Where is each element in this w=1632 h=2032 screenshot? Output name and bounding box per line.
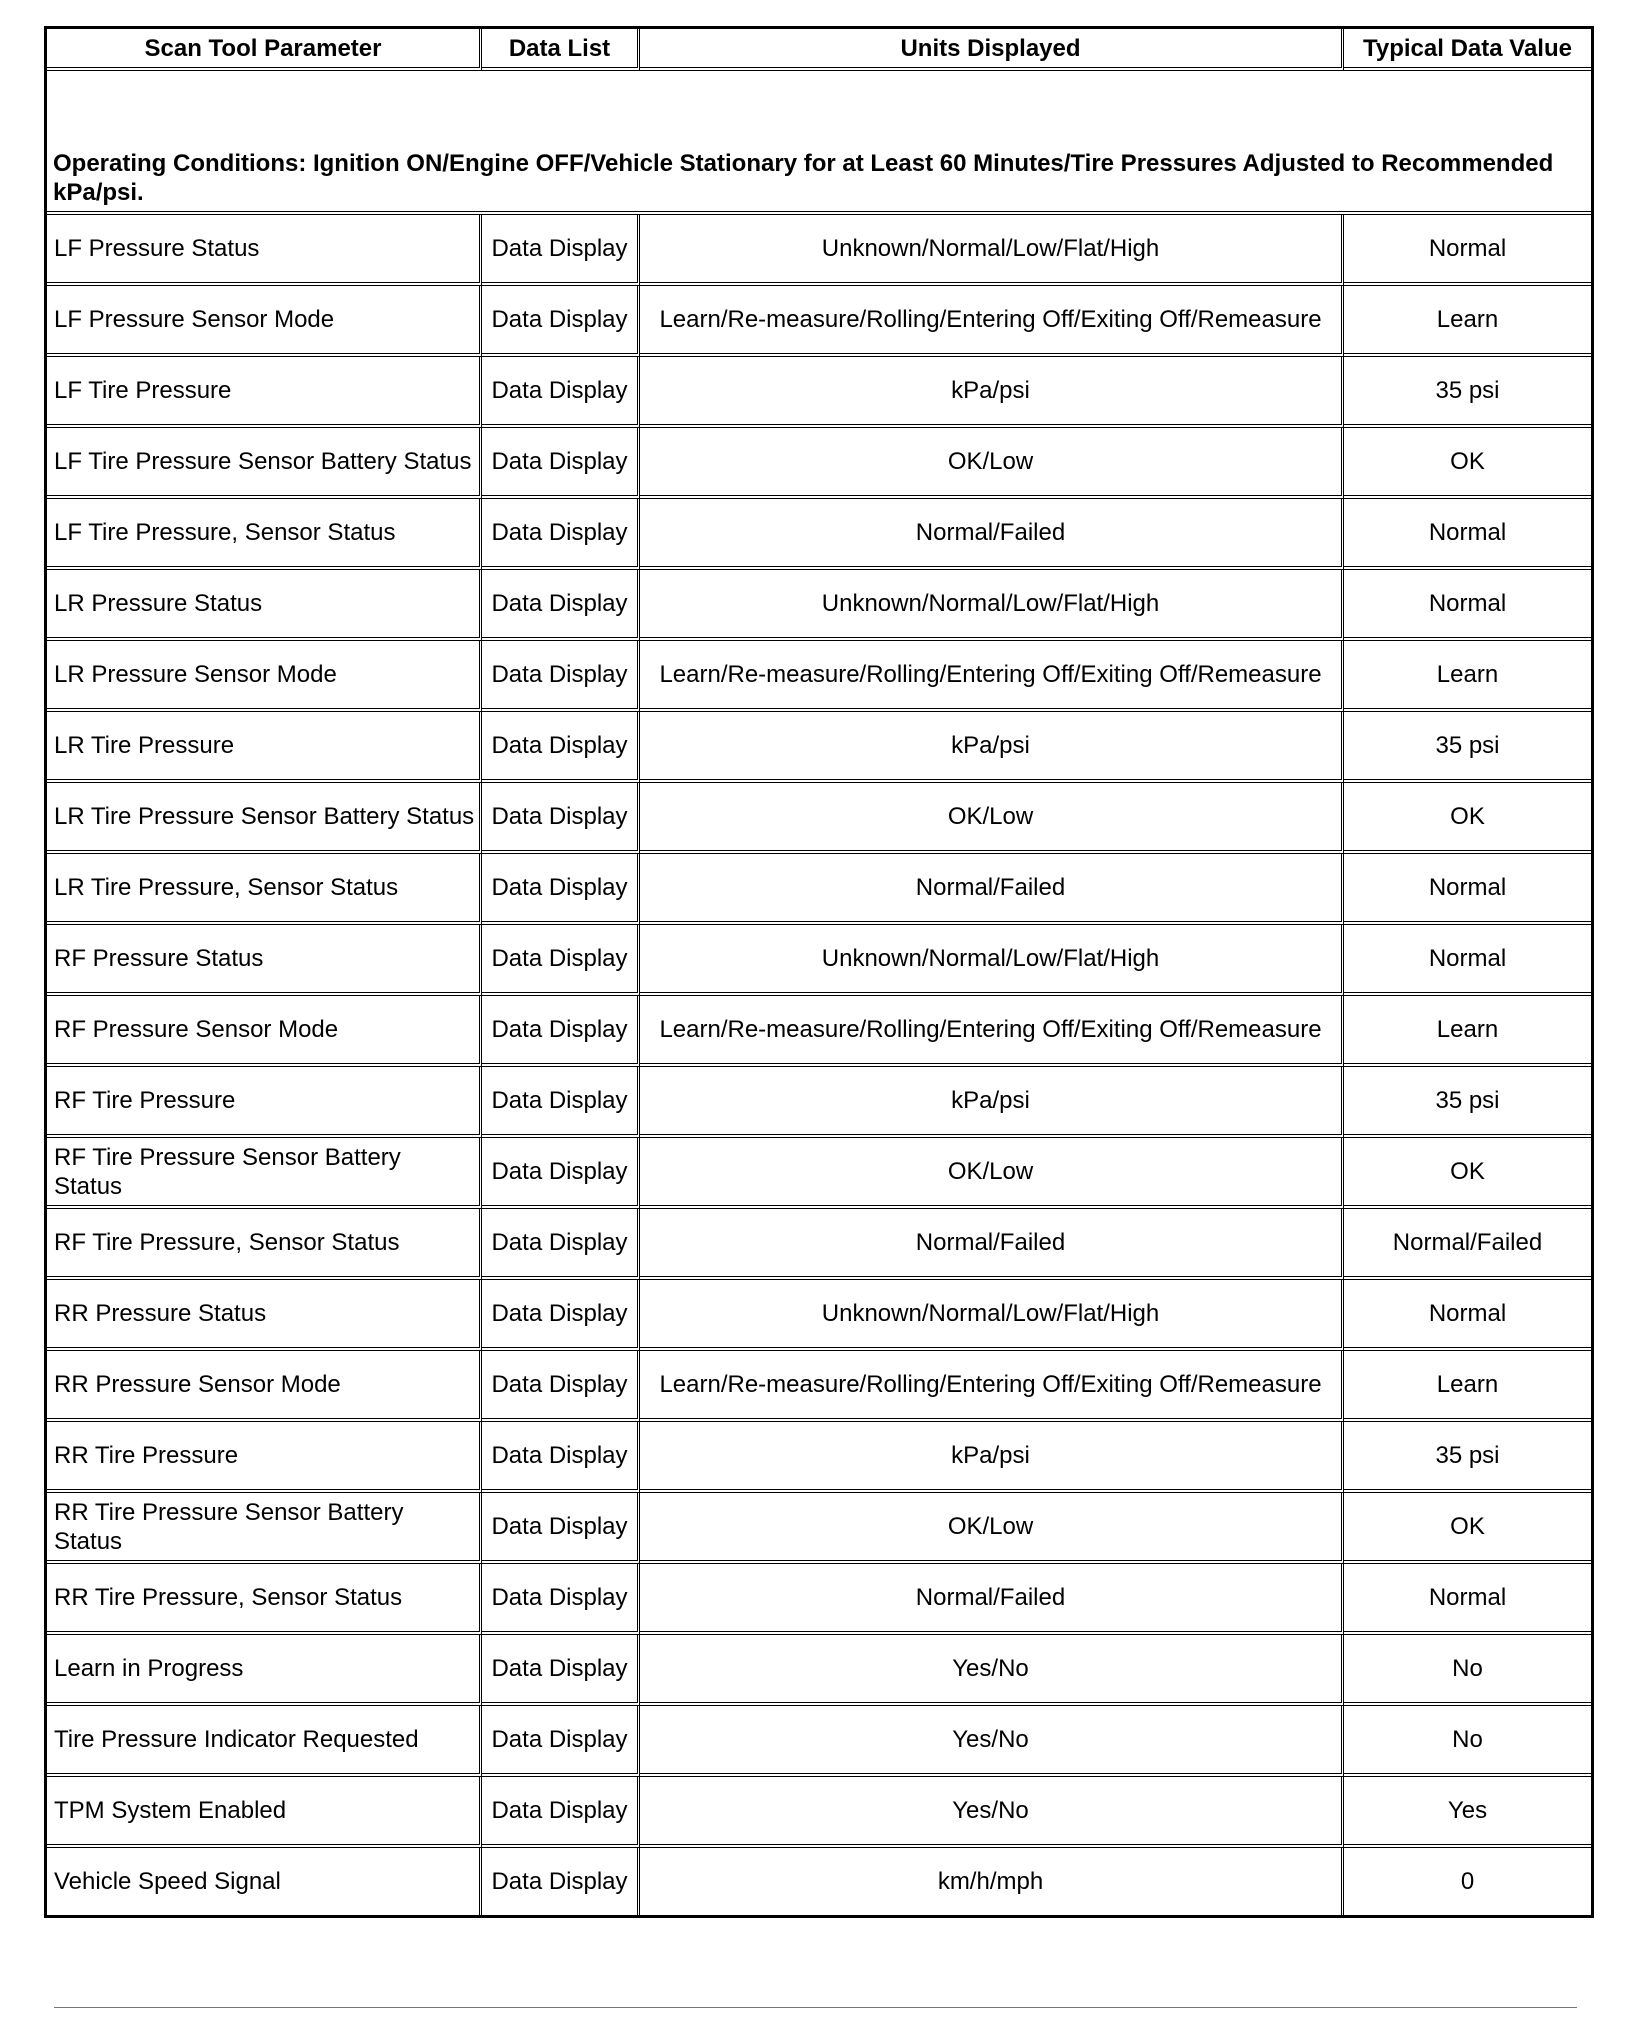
cell-units: Unknown/Normal/Low/Flat/High	[640, 925, 1344, 996]
operating-conditions: Operating Conditions: Ignition ON/Engine OFF/Vehicle Stationary for at Least 60 Minutes/Tire Pressures Adjusted to Recommended kPa/psi.	[47, 71, 1591, 215]
cell-data-list: Data Display	[482, 996, 640, 1067]
cell-units: kPa/psi	[640, 357, 1344, 428]
table-row	[47, 1493, 1591, 1564]
cell-units: Normal/Failed	[640, 1564, 1344, 1635]
table-row	[47, 1067, 1591, 1138]
cell-parameter: Learn in Progress	[47, 1635, 482, 1706]
cell-data-list: Data Display	[482, 357, 640, 428]
cell-parameter: LR Pressure Sensor Mode	[47, 641, 482, 712]
cell-data-list: Data Display	[482, 215, 640, 286]
cell-data-list: Data Display	[482, 1635, 640, 1706]
cell-units: Unknown/Normal/Low/Flat/High	[640, 1280, 1344, 1351]
cell-data-list: Data Display	[482, 1209, 640, 1280]
table-row	[47, 499, 1591, 570]
cell-typical-value: Normal	[1344, 570, 1591, 641]
cell-parameter: LF Pressure Status	[47, 215, 482, 286]
cell-parameter: RR Pressure Sensor Mode	[47, 1351, 482, 1422]
cell-typical-value: Normal	[1344, 854, 1591, 925]
table-row	[47, 357, 1591, 428]
table-row	[47, 783, 1591, 854]
cell-parameter: RF Tire Pressure	[47, 1067, 482, 1138]
cell-typical-value: Normal	[1344, 215, 1591, 286]
cell-parameter: RR Tire Pressure	[47, 1422, 482, 1493]
cell-data-list: Data Display	[482, 925, 640, 996]
cell-units: OK/Low	[640, 428, 1344, 499]
cell-data-list: Data Display	[482, 1848, 640, 1915]
table-row	[47, 1848, 1591, 1915]
cell-typical-value: OK	[1344, 783, 1591, 854]
cell-typical-value: No	[1344, 1635, 1591, 1706]
cell-units: Yes/No	[640, 1706, 1344, 1777]
footer-divider	[54, 2007, 1577, 2008]
cell-typical-value: OK	[1344, 1493, 1591, 1564]
cell-parameter: Tire Pressure Indicator Requested	[47, 1706, 482, 1777]
cell-data-list: Data Display	[482, 286, 640, 357]
table-row	[47, 1635, 1591, 1706]
cell-units: Normal/Failed	[640, 499, 1344, 570]
cell-typical-value: OK	[1344, 1138, 1591, 1209]
cell-parameter: RF Tire Pressure Sensor Battery Status	[47, 1138, 482, 1209]
cell-units: Yes/No	[640, 1777, 1344, 1848]
cell-data-list: Data Display	[482, 428, 640, 499]
table-row	[47, 1351, 1591, 1422]
cell-data-list: Data Display	[482, 499, 640, 570]
cell-data-list: Data Display	[482, 1138, 640, 1209]
cell-typical-value: Normal	[1344, 1564, 1591, 1635]
table-row	[47, 854, 1591, 925]
cell-typical-value: Learn	[1344, 996, 1591, 1067]
table-row	[47, 1280, 1591, 1351]
table-row	[47, 996, 1591, 1067]
cell-typical-value: 35 psi	[1344, 1422, 1591, 1493]
cell-data-list: Data Display	[482, 854, 640, 925]
cell-parameter: LF Tire Pressure Sensor Battery Status	[47, 428, 482, 499]
cell-units: OK/Low	[640, 783, 1344, 854]
cell-units: kPa/psi	[640, 1422, 1344, 1493]
cell-typical-value: Yes	[1344, 1777, 1591, 1848]
cell-typical-value: Normal/Failed	[1344, 1209, 1591, 1280]
cell-typical-value: Normal	[1344, 1280, 1591, 1351]
cell-typical-value: Learn	[1344, 286, 1591, 357]
cell-data-list: Data Display	[482, 1280, 640, 1351]
cell-parameter: LF Tire Pressure	[47, 357, 482, 428]
cell-parameter: LF Pressure Sensor Mode	[47, 286, 482, 357]
table-row	[47, 712, 1591, 783]
scan-tool-data-table	[44, 26, 1594, 1918]
cell-units: kPa/psi	[640, 1067, 1344, 1138]
header-data-list: Data List	[482, 29, 640, 71]
cell-parameter: LF Tire Pressure, Sensor Status	[47, 499, 482, 570]
cell-data-list: Data Display	[482, 1777, 640, 1848]
cell-data-list: Data Display	[482, 1493, 640, 1564]
cell-data-list: Data Display	[482, 570, 640, 641]
cell-parameter: RF Tire Pressure, Sensor Status	[47, 1209, 482, 1280]
cell-data-list: Data Display	[482, 783, 640, 854]
cell-data-list: Data Display	[482, 641, 640, 712]
cell-parameter: RF Pressure Sensor Mode	[47, 996, 482, 1067]
cell-data-list: Data Display	[482, 1706, 640, 1777]
table-row	[47, 1138, 1591, 1209]
cell-units: Learn/Re-measure/Rolling/Entering Off/Exiting Off/Remeasure	[640, 641, 1344, 712]
cell-units: Unknown/Normal/Low/Flat/High	[640, 215, 1344, 286]
cell-typical-value: 35 psi	[1344, 712, 1591, 783]
cell-typical-value: Normal	[1344, 499, 1591, 570]
cell-units: Normal/Failed	[640, 854, 1344, 925]
cell-units: Learn/Re-measure/Rolling/Entering Off/Exiting Off/Remeasure	[640, 1351, 1344, 1422]
cell-parameter: RR Tire Pressure, Sensor Status	[47, 1564, 482, 1635]
cell-units: km/h/mph	[640, 1848, 1344, 1915]
cell-parameter: RR Pressure Status	[47, 1280, 482, 1351]
cell-data-list: Data Display	[482, 1564, 640, 1635]
table-row	[47, 286, 1591, 357]
table-row	[47, 641, 1591, 712]
operating-conditions-row	[47, 71, 1591, 215]
cell-parameter: RF Pressure Status	[47, 925, 482, 996]
cell-parameter: Vehicle Speed Signal	[47, 1848, 482, 1915]
cell-data-list: Data Display	[482, 1067, 640, 1138]
table-row	[47, 1564, 1591, 1635]
cell-parameter: LR Tire Pressure	[47, 712, 482, 783]
cell-parameter: LR Tire Pressure Sensor Battery Status	[47, 783, 482, 854]
cell-parameter: LR Tire Pressure, Sensor Status	[47, 854, 482, 925]
cell-units: Yes/No	[640, 1635, 1344, 1706]
header-typical-data-value: Typical Data Value	[1344, 29, 1591, 71]
cell-units: OK/Low	[640, 1138, 1344, 1209]
cell-units: Unknown/Normal/Low/Flat/High	[640, 570, 1344, 641]
cell-typical-value: 35 psi	[1344, 357, 1591, 428]
table-row	[47, 1706, 1591, 1777]
table-row	[47, 570, 1591, 641]
cell-data-list: Data Display	[482, 1422, 640, 1493]
cell-typical-value: Normal	[1344, 925, 1591, 996]
header-scan-tool-parameter: Scan Tool Parameter	[47, 29, 482, 71]
cell-typical-value: 0	[1460, 1868, 1475, 1895]
cell-typical-value: Learn	[1344, 1351, 1591, 1422]
cell-data-list: Data Display	[482, 1351, 640, 1422]
cell-units: Normal/Failed	[640, 1209, 1344, 1280]
cell-units: Learn/Re-measure/Rolling/Entering Off/Exiting Off/Remeasure	[640, 286, 1344, 357]
table-row	[47, 1209, 1591, 1280]
cell-parameter: LR Pressure Status	[47, 570, 482, 641]
table-row	[47, 428, 1591, 499]
cell-typical-value: No	[1344, 1706, 1591, 1777]
cell-units: kPa/psi	[640, 712, 1344, 783]
table-row	[47, 215, 1591, 286]
cell-parameter: TPM System Enabled	[47, 1777, 482, 1848]
table-header-row	[47, 29, 1591, 71]
cell-units: OK/Low	[640, 1493, 1344, 1564]
table-row	[47, 925, 1591, 996]
cell-parameter: RR Tire Pressure Sensor Battery Status	[47, 1493, 482, 1564]
table-row	[47, 1422, 1591, 1493]
cell-typical-value: Learn	[1344, 641, 1591, 712]
cell-typical-value: OK	[1344, 428, 1591, 499]
cell-typical-value: 35 psi	[1344, 1067, 1591, 1138]
cell-units: Learn/Re-measure/Rolling/Entering Off/Exiting Off/Remeasure	[640, 996, 1344, 1067]
header-units-displayed: Units Displayed	[640, 29, 1344, 71]
cell-data-list: Data Display	[482, 712, 640, 783]
table-row	[47, 1777, 1591, 1848]
